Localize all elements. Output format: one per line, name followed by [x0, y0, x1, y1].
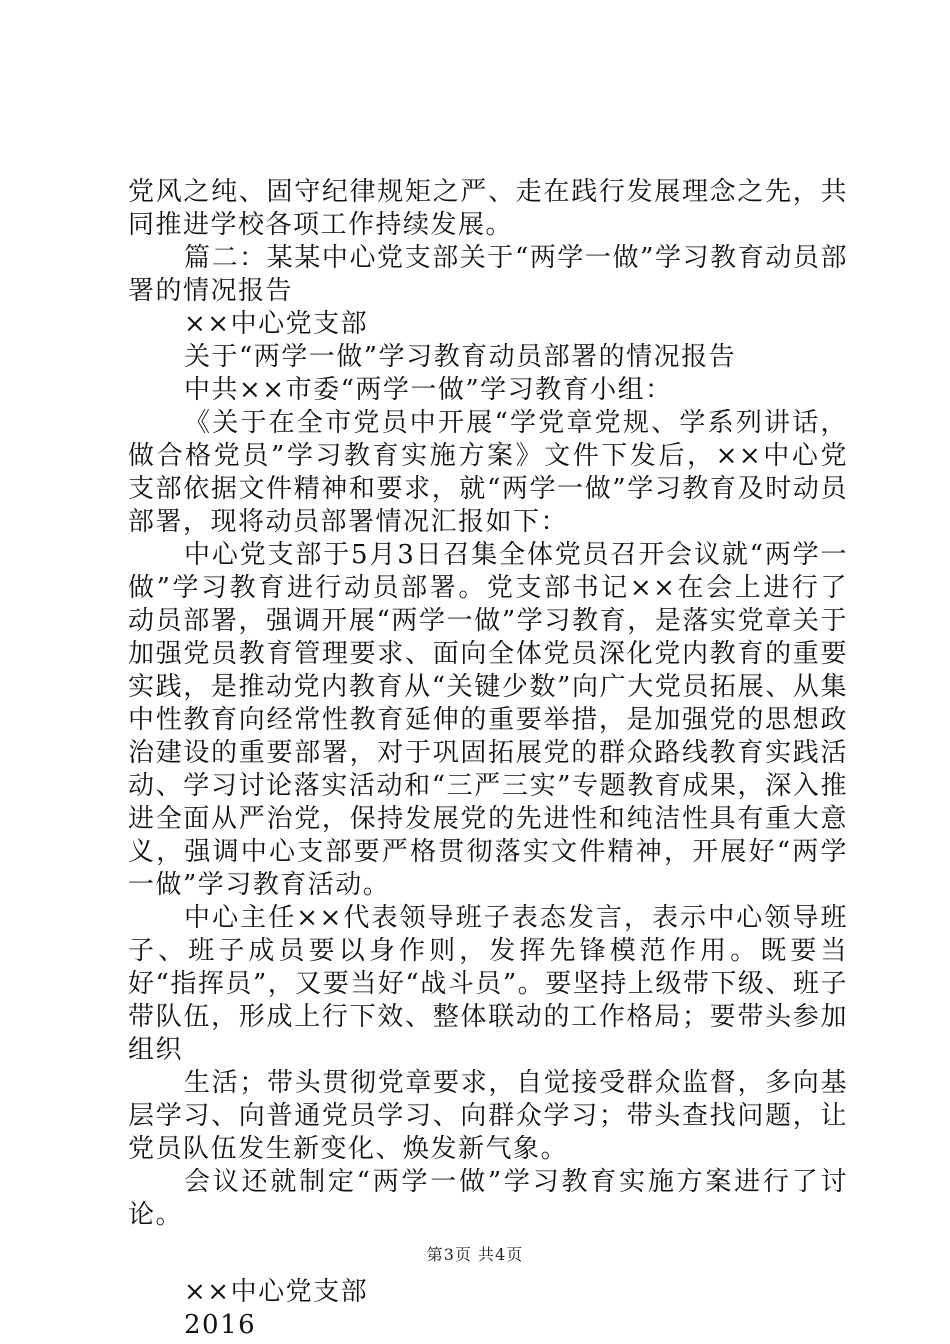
paragraph-discussion: 会议还就制定“两学一做”学习教育实施方案进行了讨论。 [128, 1167, 848, 1230]
report-sender: ××中心党支部 [184, 309, 369, 339]
report-title: 关于“两学一做”学习教育动员部署的情况报告 [184, 342, 737, 372]
paragraph-meeting: 中心党支部于5月3日召集全体党员召开会议就“两学一做”学习教育进行动员部署。党支部书记××在会上进行了动员部署，强调开展“两学一做”学习教育，是落实党章关于加强党员教育管理要求、面向全体党员深化党内教育的重要实践，是推动党内教育从“关键少数”向广大党员拓展、从集中性教育向经常性教育延伸的重要举措，是加强党的思想政治建设的重要部署，对于巩固拓展党的群众路线教育实践活动、学习讨论落实活动和“三严三实”专题教育成果，深入推进全面从严治党，保持发展党的先进性和纯洁性具有重大意义，强调中心支部要严格贯彻落实文件精神，开展好“两学一做”学习教育活动。 [128, 540, 848, 900]
signature-year: 2016 [184, 1310, 257, 1340]
paragraph-director-speech: 中心主任××代表领导班子表态发言，表示中心领导班子、班子成员要以身作则，发挥先锋模范作用。既要当好“指挥员”，又要当好“战斗员”。要坚持上级带下级、班子带队伍，形成上行下效、整体联动的工作格局；要带头参加组织 [128, 903, 848, 1065]
page-number: 第3页 共4页 [426, 1245, 524, 1264]
paragraph-continuation: 生活；带头贯彻党章要求，自觉接受群众监督，多向基层学习、向普通党员学习、向群众学习；带头查找问题，让党员队伍发生新变化、焕发新气象。 [128, 1068, 848, 1164]
document-body [128, 176, 848, 1342]
paragraph-1: 党风之纯、固守纪律规矩之严、走在践行发展理念之先，共同推进学校各项工作持续发展。 [128, 177, 848, 240]
paragraph-intro: 《关于在全市党员中开展“学党章党规、学系列讲话，做合格党员”学习教育实施方案》文件下发后，××中心党支部依据文件精神和要求，就“两学一做”学习教育及时动员部署，现将动员部署情况汇报如下： [128, 408, 848, 537]
signature-org: ××中心党支部 [184, 1277, 369, 1307]
report-recipient: 中共××市委“两学一做”学习教育小组： [184, 375, 673, 405]
section-heading: 篇二：某某中心党支部关于“两学一做”学习教育动员部署的情况报告 [128, 243, 848, 306]
